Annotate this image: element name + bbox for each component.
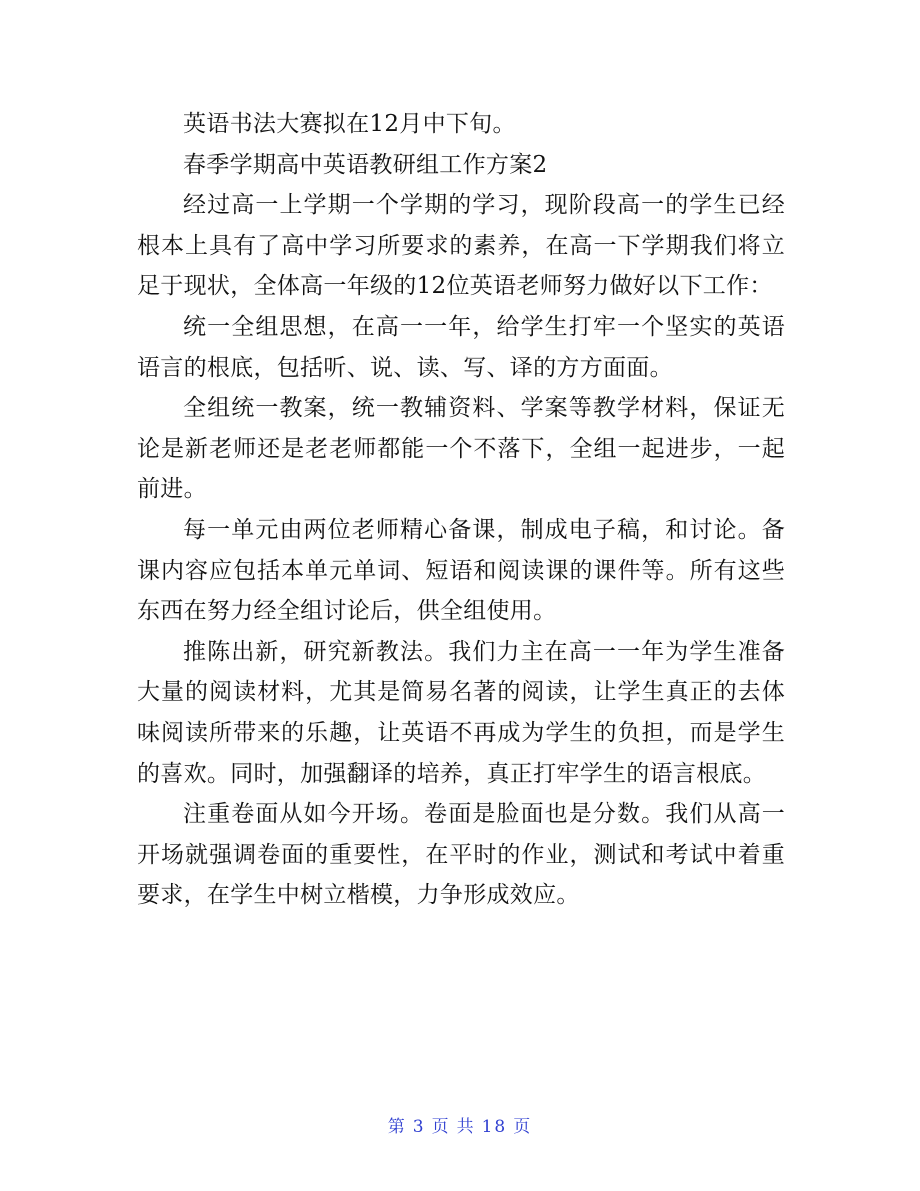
footer-total-pages: 18 <box>481 1117 508 1137</box>
paragraph-5: 每一单元由两位老师精心备课，制成电子稿，和讨论。备课内容应包括本单元单词、短语和阅读课的课件等。所有这些东西在努力经全组讨论后，供全组使用。 <box>137 516 785 625</box>
paragraph-4: 全组统一教案，统一教辅资料、学案等教学材料，保证无论是新老师还是老老师都能一个不落下，全组一起进步，一起前进。 <box>137 395 785 503</box>
document-body <box>137 104 785 916</box>
footer-total-prefix: 共 <box>456 1117 476 1137</box>
paragraph-1: 英语书法大赛拟在12月中下旬。 <box>183 111 516 137</box>
paragraph-6: 推陈出新，研究新教法。我们力主在高一一年为学生准备大量的阅读材料，尤其是简易名著的阅读，让学生真正的去体味阅读所带来的乐趣，让英语不再成为学生的负担，而是学生的喜欢。同时，加强翻译的培养，真正打牢学生的语言根底。 <box>137 638 785 787</box>
paragraph-2: 经过高一上学期一个学期的学习，现阶段高一的学生已经根本上具有了高中学习所要求的素养，在高一下学期我们将立足于现状，全体高一年级的12位英语老师努力做好以下工作： <box>137 192 785 300</box>
footer-prefix: 第 <box>387 1117 407 1137</box>
footer-page-label: 页 <box>431 1117 451 1137</box>
paragraph-7: 注重卷面从如今开场。卷面是脸面也是分数。我们从高一开场就强调卷面的重要性，在平时的作业，测试和考试中着重要求，在学生中树立楷模，力争形成效应。 <box>137 801 785 909</box>
footer-current-page: 3 <box>412 1117 426 1137</box>
footer-total-suffix: 页 <box>513 1117 533 1137</box>
paragraph-3: 统一全组思想，在高一一年，给学生打牢一个坚实的英语语言的根底，包括听、说、读、写、译的方方面面。 <box>137 313 785 381</box>
page-number-footer <box>0 1112 920 1137</box>
section-heading: 春季学期高中英语教研组工作方案2 <box>183 151 548 178</box>
